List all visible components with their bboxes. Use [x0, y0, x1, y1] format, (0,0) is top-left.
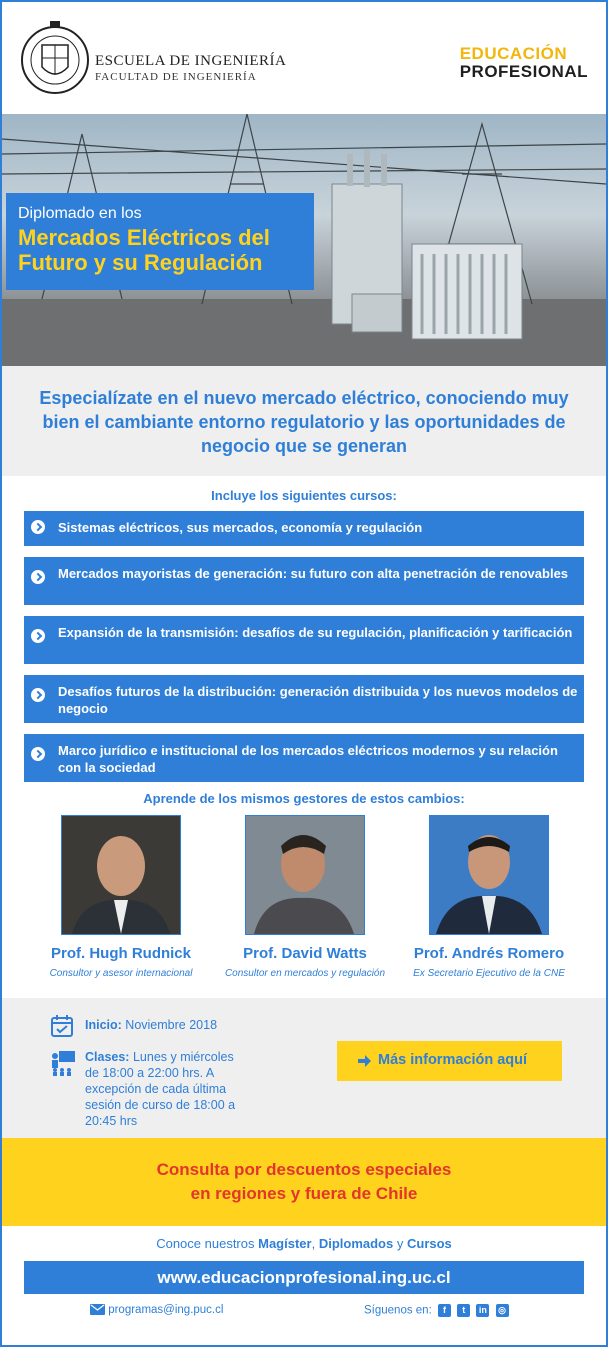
- course-label: Sistemas eléctricos, sus mercados, economía y regulación: [58, 520, 423, 535]
- social-links: [364, 1304, 509, 1317]
- educacion-profesional-logo[interactable]: [460, 44, 588, 82]
- linkedin-icon[interactable]: in: [476, 1304, 489, 1317]
- professor-photo: [61, 815, 181, 935]
- course-label: Expansión de la transmisión: desafíos de su regulación, planificación y tarificación: [58, 625, 573, 640]
- courses-heading: Incluye los siguientes cursos:: [211, 488, 397, 503]
- university-seal-logo: [20, 15, 90, 105]
- tagline-section: [2, 366, 606, 476]
- start-label: Inicio:: [85, 1018, 122, 1032]
- classroom-icon: [50, 1050, 76, 1076]
- class-schedule: [85, 1049, 247, 1129]
- chevron-right-icon: [31, 629, 45, 643]
- program-title: Mercados Eléctricos del Futuro y su Regulación: [18, 225, 270, 275]
- email-link[interactable]: [90, 1304, 223, 1316]
- cursos-link[interactable]: Cursos: [406, 1236, 452, 1251]
- professor-name: Prof. David Watts: [243, 945, 367, 962]
- comma-separator: ,: [311, 1236, 316, 1251]
- school-name: [95, 53, 286, 83]
- schedule-section: [2, 998, 606, 1138]
- more-info-button[interactable]: [337, 1041, 562, 1081]
- diplomados-link[interactable]: Diplomados: [318, 1236, 394, 1251]
- twitter-icon[interactable]: t: [457, 1304, 470, 1317]
- professors-heading: Aprende de los mismos gestores de estos cambios:: [143, 791, 465, 806]
- classes-value: Lunes y miércoles de 18:00 a 22:00 hrs. A excepción de cada última sesión de curso de 18:00 a 20:45 hrs: [85, 1050, 236, 1128]
- discount-line-1: Consulta por descuentos especiales: [156, 1160, 452, 1179]
- conoce-prefix: Conoce nuestros: [156, 1236, 255, 1251]
- professor-card: [26, 815, 216, 979]
- school-line-2: FACULTAD DE INGENIERÍA: [95, 71, 257, 83]
- programs-links: [2, 1236, 606, 1251]
- more-info-label: Más información aquí: [378, 1052, 528, 1068]
- course-label: Marco jurídico e institucional de los mercados eléctricos modernos y su relación con la sociedad: [58, 743, 558, 775]
- program-title-box: [6, 193, 314, 290]
- professor-role: Consultor y asesor internacional: [49, 968, 193, 979]
- course-label: Desafíos futuros de la distribución: generación distribuida y los nuevos modelos de negocio: [58, 684, 578, 716]
- course-label: Mercados mayoristas de generación: su futuro con alta penetración de renovables: [58, 566, 569, 581]
- envelope-icon: [90, 1304, 105, 1315]
- professor-role: Consultor en mercados y regulación: [224, 968, 386, 979]
- chevron-right-icon: [31, 520, 45, 534]
- course-item: [24, 616, 584, 664]
- sign-in-icon: [357, 1053, 373, 1069]
- course-item: [24, 557, 584, 605]
- classes-label: Clases:: [85, 1050, 130, 1064]
- discount-banner: [2, 1138, 606, 1226]
- professor-role: Ex Secretario Ejecutivo de la CNE: [413, 968, 565, 979]
- magister-link[interactable]: Magíster: [258, 1236, 312, 1251]
- chevron-right-icon: [31, 570, 45, 584]
- program-kicker: Diplomado en los: [18, 205, 142, 222]
- instagram-icon[interactable]: ◎: [496, 1304, 509, 1317]
- ep-logo-line-2: PROFESIONAL: [459, 62, 588, 81]
- discount-line-2: en regiones y fuera de Chile: [190, 1184, 418, 1203]
- professor-photo: [245, 815, 365, 935]
- email-text: programas@ing.puc.cl: [108, 1304, 224, 1316]
- calendar-icon: [50, 1014, 74, 1038]
- tagline-text: Especialízate en el nuevo mercado eléctrico, conociendo muy bien el cambiante entorno regulatorio y las oportunidades de negocio que se generan: [39, 388, 569, 456]
- header: [2, 2, 606, 114]
- professor-card: [394, 815, 584, 979]
- website-link[interactable]: www.educacionprofesional.ing.uc.cl: [24, 1261, 584, 1294]
- course-item: [24, 734, 584, 782]
- follow-label: Síguenos en:: [364, 1304, 432, 1317]
- professor-name: Prof. Hugh Rudnick: [51, 945, 191, 962]
- course-item: [24, 511, 584, 546]
- professor-photo: [429, 815, 549, 935]
- course-item: [24, 675, 584, 723]
- ep-logo-line-1: EDUCACIÓN: [459, 44, 568, 63]
- hero-banner: [2, 114, 606, 366]
- school-line-1: ESCUELA DE INGENIERÍA: [95, 53, 287, 69]
- start-date: [85, 1018, 217, 1032]
- chevron-right-icon: [31, 688, 45, 702]
- professor-name: Prof. Andrés Romero: [413, 945, 565, 962]
- start-value: Noviembre 2018: [125, 1018, 218, 1032]
- and-separator: y: [396, 1236, 404, 1251]
- chevron-right-icon: [31, 747, 45, 761]
- facebook-icon[interactable]: f: [438, 1304, 451, 1317]
- professor-card: [210, 815, 400, 979]
